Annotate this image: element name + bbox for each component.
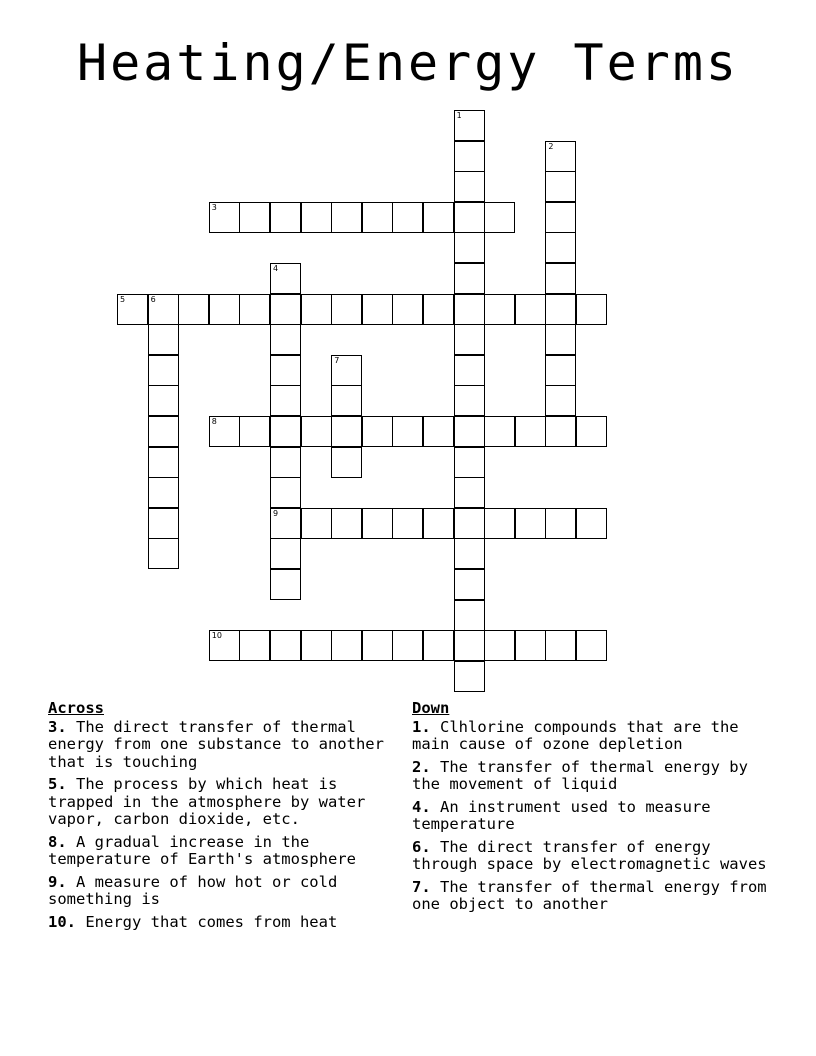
grid-cell[interactable] [515, 508, 546, 539]
grid-cell[interactable] [545, 355, 576, 386]
grid-cell[interactable] [301, 202, 332, 233]
grid-cell[interactable] [270, 324, 301, 355]
grid-cell[interactable] [148, 324, 179, 355]
down-clue [412, 839, 782, 874]
grid-cell[interactable] [209, 416, 240, 447]
grid-cell[interactable] [117, 294, 148, 325]
clue-number: 8. [48, 832, 67, 851]
grid-cell[interactable] [454, 324, 485, 355]
across-clue [48, 834, 408, 869]
grid-cell[interactable] [454, 141, 485, 172]
clue-text: Clhlorine compounds that are the main cause of ozone depletion [412, 717, 739, 753]
clue-number: 7. [412, 877, 431, 896]
grid-cell[interactable] [331, 355, 362, 386]
grid-cell[interactable] [454, 294, 485, 325]
cell-number: 3 [211, 202, 217, 212]
across-clue [48, 719, 408, 772]
grid-cell[interactable] [423, 202, 454, 233]
grid-cell[interactable] [545, 630, 576, 661]
grid-cell[interactable] [545, 263, 576, 294]
grid-cell[interactable] [148, 477, 179, 508]
grid-cell[interactable] [209, 630, 240, 661]
puzzle-title: Heating/Energy Terms [76, 34, 740, 92]
grid-cell[interactable] [239, 416, 270, 447]
grid-cell[interactable] [454, 232, 485, 263]
clue-number: 3. [48, 717, 67, 736]
clue-number: 4. [412, 797, 431, 816]
grid-cell[interactable] [362, 508, 393, 539]
across-clue [48, 776, 408, 829]
clue-text: The process by which heat is trapped in the atmosphere by water vapor, carbon dioxide, etc. [48, 775, 366, 828]
grid-cell[interactable] [545, 202, 576, 233]
grid-cell[interactable] [270, 202, 301, 233]
grid-cell[interactable] [454, 110, 485, 141]
grid-cell[interactable] [148, 355, 179, 386]
cell-number: 10 [211, 631, 222, 641]
grid-cell[interactable] [270, 538, 301, 569]
grid-cell[interactable] [148, 294, 179, 325]
clue-number: 9. [48, 872, 67, 891]
grid-cell[interactable] [239, 202, 270, 233]
grid-cell[interactable] [331, 630, 362, 661]
grid-cell[interactable] [392, 508, 423, 539]
grid-cell[interactable] [270, 447, 301, 478]
grid-cell[interactable] [484, 202, 515, 233]
across-clue [48, 914, 408, 932]
clue-text: The direct transfer of energy through space by electromagnetic waves [412, 837, 767, 873]
grid-cell[interactable] [362, 630, 393, 661]
grid-cell[interactable] [454, 508, 485, 539]
grid-cell[interactable] [239, 630, 270, 661]
down-heading: Down [412, 699, 450, 717]
grid-cell[interactable] [148, 508, 179, 539]
grid-cell[interactable] [423, 416, 454, 447]
grid-cell[interactable] [545, 171, 576, 202]
grid-cell[interactable] [515, 416, 546, 447]
grid-cell[interactable] [484, 508, 515, 539]
grid-cell[interactable] [148, 385, 179, 416]
grid-cell[interactable] [454, 477, 485, 508]
grid-cell[interactable] [454, 385, 485, 416]
down-clue [412, 719, 782, 754]
across-clue [48, 874, 408, 909]
grid-cell[interactable] [454, 661, 485, 692]
clue-text: An instrument used to measure temperature [412, 797, 711, 833]
grid-cell[interactable] [209, 202, 240, 233]
cell-number: 8 [211, 417, 217, 426]
grid-cell[interactable] [270, 569, 301, 600]
grid-cell[interactable] [454, 171, 485, 202]
grid-cell[interactable] [270, 355, 301, 386]
grid-cell[interactable] [423, 508, 454, 539]
across-clues [48, 700, 408, 936]
cell-number: 5 [120, 294, 126, 304]
grid-cell[interactable] [209, 294, 240, 325]
grid-cell[interactable] [454, 416, 485, 447]
grid-cell[interactable] [270, 477, 301, 508]
clue-number: 6. [412, 837, 431, 856]
grid-cell[interactable] [545, 141, 576, 172]
grid-cell[interactable] [392, 294, 423, 325]
grid-cell[interactable] [148, 416, 179, 447]
grid-cell[interactable] [454, 630, 485, 661]
clue-text: A gradual increase in the temperature of Earth's atmosphere [48, 832, 356, 868]
grid-cell[interactable] [270, 416, 301, 447]
grid-cell[interactable] [454, 355, 485, 386]
grid-cell[interactable] [178, 294, 209, 325]
grid-cell[interactable] [545, 294, 576, 325]
grid-cell[interactable] [270, 508, 301, 539]
grid-cell[interactable] [454, 569, 485, 600]
clue-number: 1. [412, 717, 431, 736]
cell-number: 4 [273, 264, 279, 273]
grid-cell[interactable] [454, 263, 485, 294]
grid-cell[interactable] [362, 294, 393, 325]
grid-cell[interactable] [331, 202, 362, 233]
grid-cell[interactable] [423, 630, 454, 661]
grid-cell[interactable] [576, 416, 607, 447]
grid-cell[interactable] [301, 630, 332, 661]
grid-cell[interactable] [331, 508, 362, 539]
grid-cell[interactable] [148, 538, 179, 569]
cell-number: 9 [273, 508, 279, 518]
grid-cell[interactable] [392, 630, 423, 661]
cell-number: 2 [548, 141, 554, 151]
clue-text: A measure of how hot or cold something is [48, 872, 338, 908]
grid-cell[interactable] [362, 416, 393, 447]
down-clue [412, 759, 782, 794]
grid-cell[interactable] [301, 508, 332, 539]
clue-text: The direct transfer of thermal energy from one substance to another that is touching [48, 717, 384, 771]
grid-cell[interactable] [576, 508, 607, 539]
grid-cell[interactable] [301, 416, 332, 447]
grid-cell[interactable] [545, 324, 576, 355]
grid-cell[interactable] [515, 630, 546, 661]
grid-cell[interactable] [484, 630, 515, 661]
grid-cell[interactable] [270, 294, 301, 325]
grid-cell[interactable] [362, 202, 393, 233]
grid-cell[interactable] [270, 630, 301, 661]
grid-cell[interactable] [270, 263, 301, 294]
clue-number: 10. [48, 912, 76, 931]
cell-number: 6 [150, 294, 156, 304]
clue-text: The transfer of thermal energy from one object to another [412, 877, 767, 913]
grid-cell[interactable] [392, 416, 423, 447]
grid-cell[interactable] [454, 447, 485, 478]
cell-number: 7 [334, 355, 340, 365]
clue-number: 2. [412, 757, 431, 776]
down-clue [412, 879, 782, 914]
grid-cell[interactable] [454, 600, 485, 631]
grid-cell[interactable] [454, 202, 485, 233]
grid-cell[interactable] [515, 294, 546, 325]
grid-cell[interactable] [301, 294, 332, 325]
grid-cell[interactable] [454, 538, 485, 569]
grid-cell[interactable] [484, 294, 515, 325]
grid-cell[interactable] [576, 630, 607, 661]
grid-cell[interactable] [148, 447, 179, 478]
clue-number: 5. [48, 775, 67, 793]
grid-cell[interactable] [270, 385, 301, 416]
grid-cell[interactable] [331, 385, 362, 416]
down-clues [412, 700, 782, 919]
grid-cell[interactable] [423, 294, 454, 325]
grid-cell[interactable] [239, 294, 270, 325]
grid-cell[interactable] [545, 232, 576, 263]
grid-cell[interactable] [331, 294, 362, 325]
grid-cell[interactable] [392, 202, 423, 233]
grid-cell[interactable] [484, 416, 515, 447]
grid-cell[interactable] [331, 416, 362, 447]
grid-cell[interactable] [545, 385, 576, 416]
cell-number: 1 [456, 111, 462, 120]
clue-text: Energy that comes from heat [85, 912, 338, 931]
across-heading: Across [48, 699, 104, 717]
grid-cell[interactable] [576, 294, 607, 325]
grid-cell[interactable] [331, 447, 362, 478]
down-clue [412, 799, 782, 834]
grid-cell[interactable] [545, 508, 576, 539]
grid-cell[interactable] [545, 416, 576, 447]
clue-text: The transfer of thermal energy by the movement of liquid [412, 757, 748, 793]
